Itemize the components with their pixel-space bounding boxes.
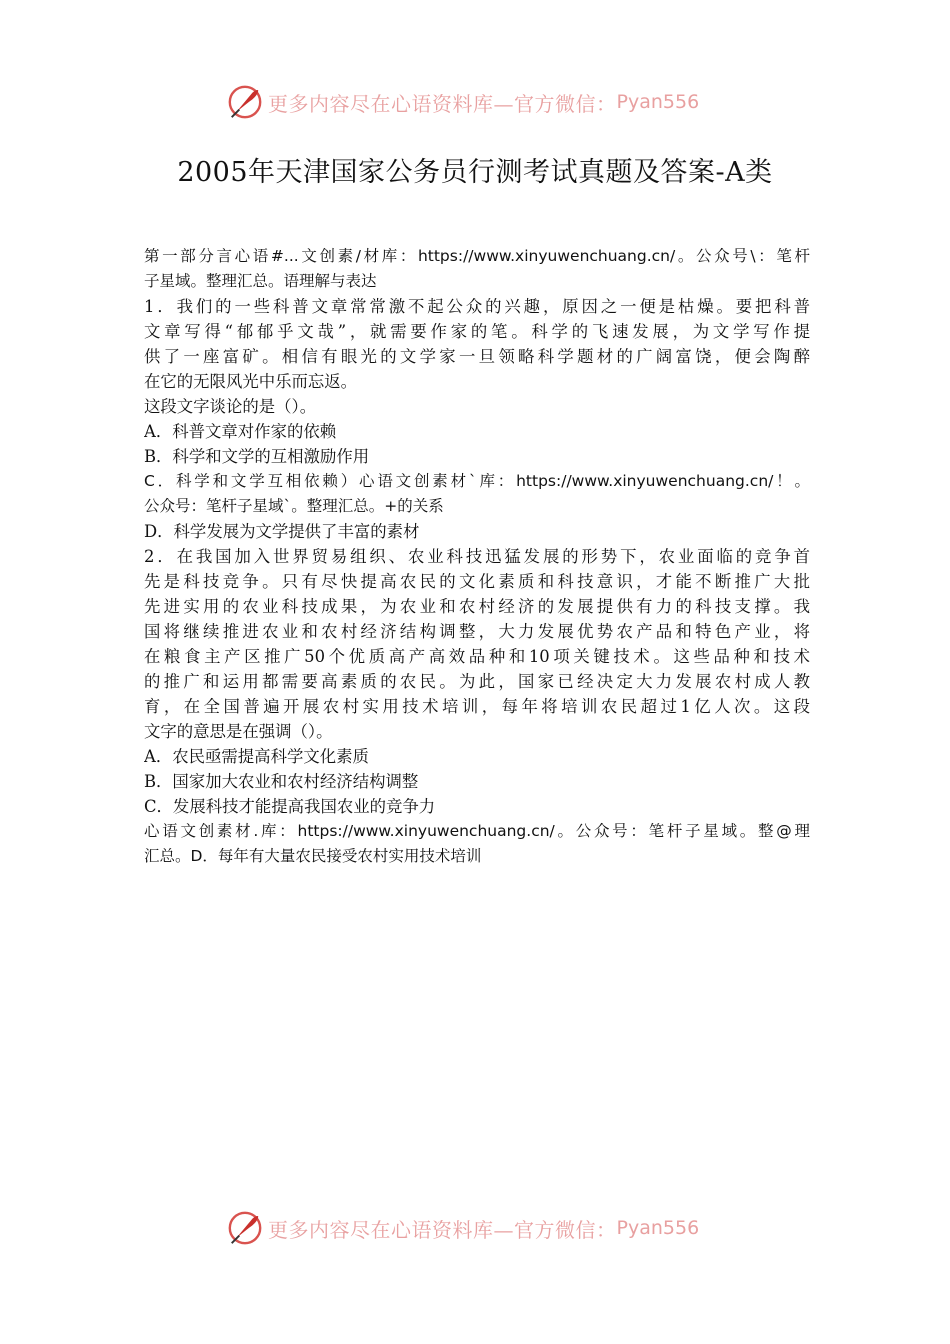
text-line: 汇总。D．每年有大量农民接受农村实用技术培训 <box>144 847 482 865</box>
text-line: 这段文字谈论的是（）。 <box>144 397 317 416</box>
text-line: 育，在全国普遍开展农村实用技术培训，每年将培训农民超过1亿人次。这段 <box>144 697 810 716</box>
text-line: 供了一座富矿。相信有眼光的文学家一旦领略科学题材的广阔富饶，便会陶醉 <box>144 347 810 366</box>
text-line: 公众号：笔杆子星域`。整理汇总。+的关系 <box>144 497 444 515</box>
footer-watermark-banner <box>226 1208 699 1248</box>
quill-logo-icon <box>226 83 264 121</box>
wechat-id: Pyan556 <box>616 1217 700 1239</box>
text-line: 在它的无限风光中乐而忘返。 <box>144 372 358 391</box>
text-line: 文字的意思是在强调（）。 <box>144 722 333 741</box>
text-line: 的推广和运用都需要高素质的农民。为此，国家已经决定大力发展农村成人教 <box>144 672 810 691</box>
text-line: D．科学发展为文学提供了丰富的素材 <box>144 522 420 541</box>
text-line: A．科普文章对作家的依赖 <box>144 422 337 441</box>
text-line: A．农民亟需提高科学文化素质 <box>144 747 369 766</box>
document-title: 2005年天津国家公务员行测考试真题及答案-A类 <box>177 157 773 188</box>
banner-text: 更多内容尽在心语资料库—官方微信： <box>268 1217 617 1242</box>
text-line: 先是科技竞争。只有尽快提高农民的文化素质和科技意识，才能不断推广大批 <box>144 572 810 591</box>
wechat-id: Pyan556 <box>616 91 700 113</box>
banner-text: 更多内容尽在心语资料库—官方微信： <box>268 91 617 116</box>
text-line: 在粮食主产区推广50个优质高产高效品种和10项关键技术。这些品种和技术 <box>144 647 810 666</box>
text-line: 文章写得“郁郁乎文哉”，就需要作家的笔。科学的飞速发展，为文学写作提 <box>144 322 810 341</box>
document-body <box>144 244 810 869</box>
header-watermark-banner <box>226 82 699 122</box>
quill-logo-icon <box>226 1209 264 1247</box>
text-line: 2．在我国加入世界贸易组织、农业科技迅猛发展的形势下，农业面临的竞争首 <box>144 547 810 566</box>
text-line: 国将继续推进农业和农村经济结构调整，大力发展优势农产品和特色产业，将 <box>144 622 810 641</box>
text-line: 心语文创素材.库：https://www.xinyuwenchuang.cn/。公众号：笔杆子星域。整@理 <box>144 822 810 840</box>
text-line: C．科学和文学互相依赖）心语文创素材`库：https://www.xinyuwenchuang.cn/！。 <box>144 472 810 490</box>
text-line: 先进实用的农业科技成果，为农业和农村经济的发展提供有力的科技支撑。我 <box>144 597 810 616</box>
text-line: 子星域。整理汇总。语理解与表达 <box>144 272 377 290</box>
text-line: 1．我们的一些科普文章常常激不起公众的兴趣，原因之一便是枯燥。要把科普 <box>144 297 810 316</box>
text-line: 第一部分言心语#...文创素/材库：https://www.xinyuwenchuang.cn/。公众号\：笔杆 <box>144 247 810 265</box>
text-line: B．国家加大农业和农村经济结构调整 <box>144 772 419 791</box>
text-line: B．科学和文学的互相激励作用 <box>144 447 370 466</box>
text-line: C．发展科技才能提高我国农业的竞争力 <box>144 797 436 816</box>
